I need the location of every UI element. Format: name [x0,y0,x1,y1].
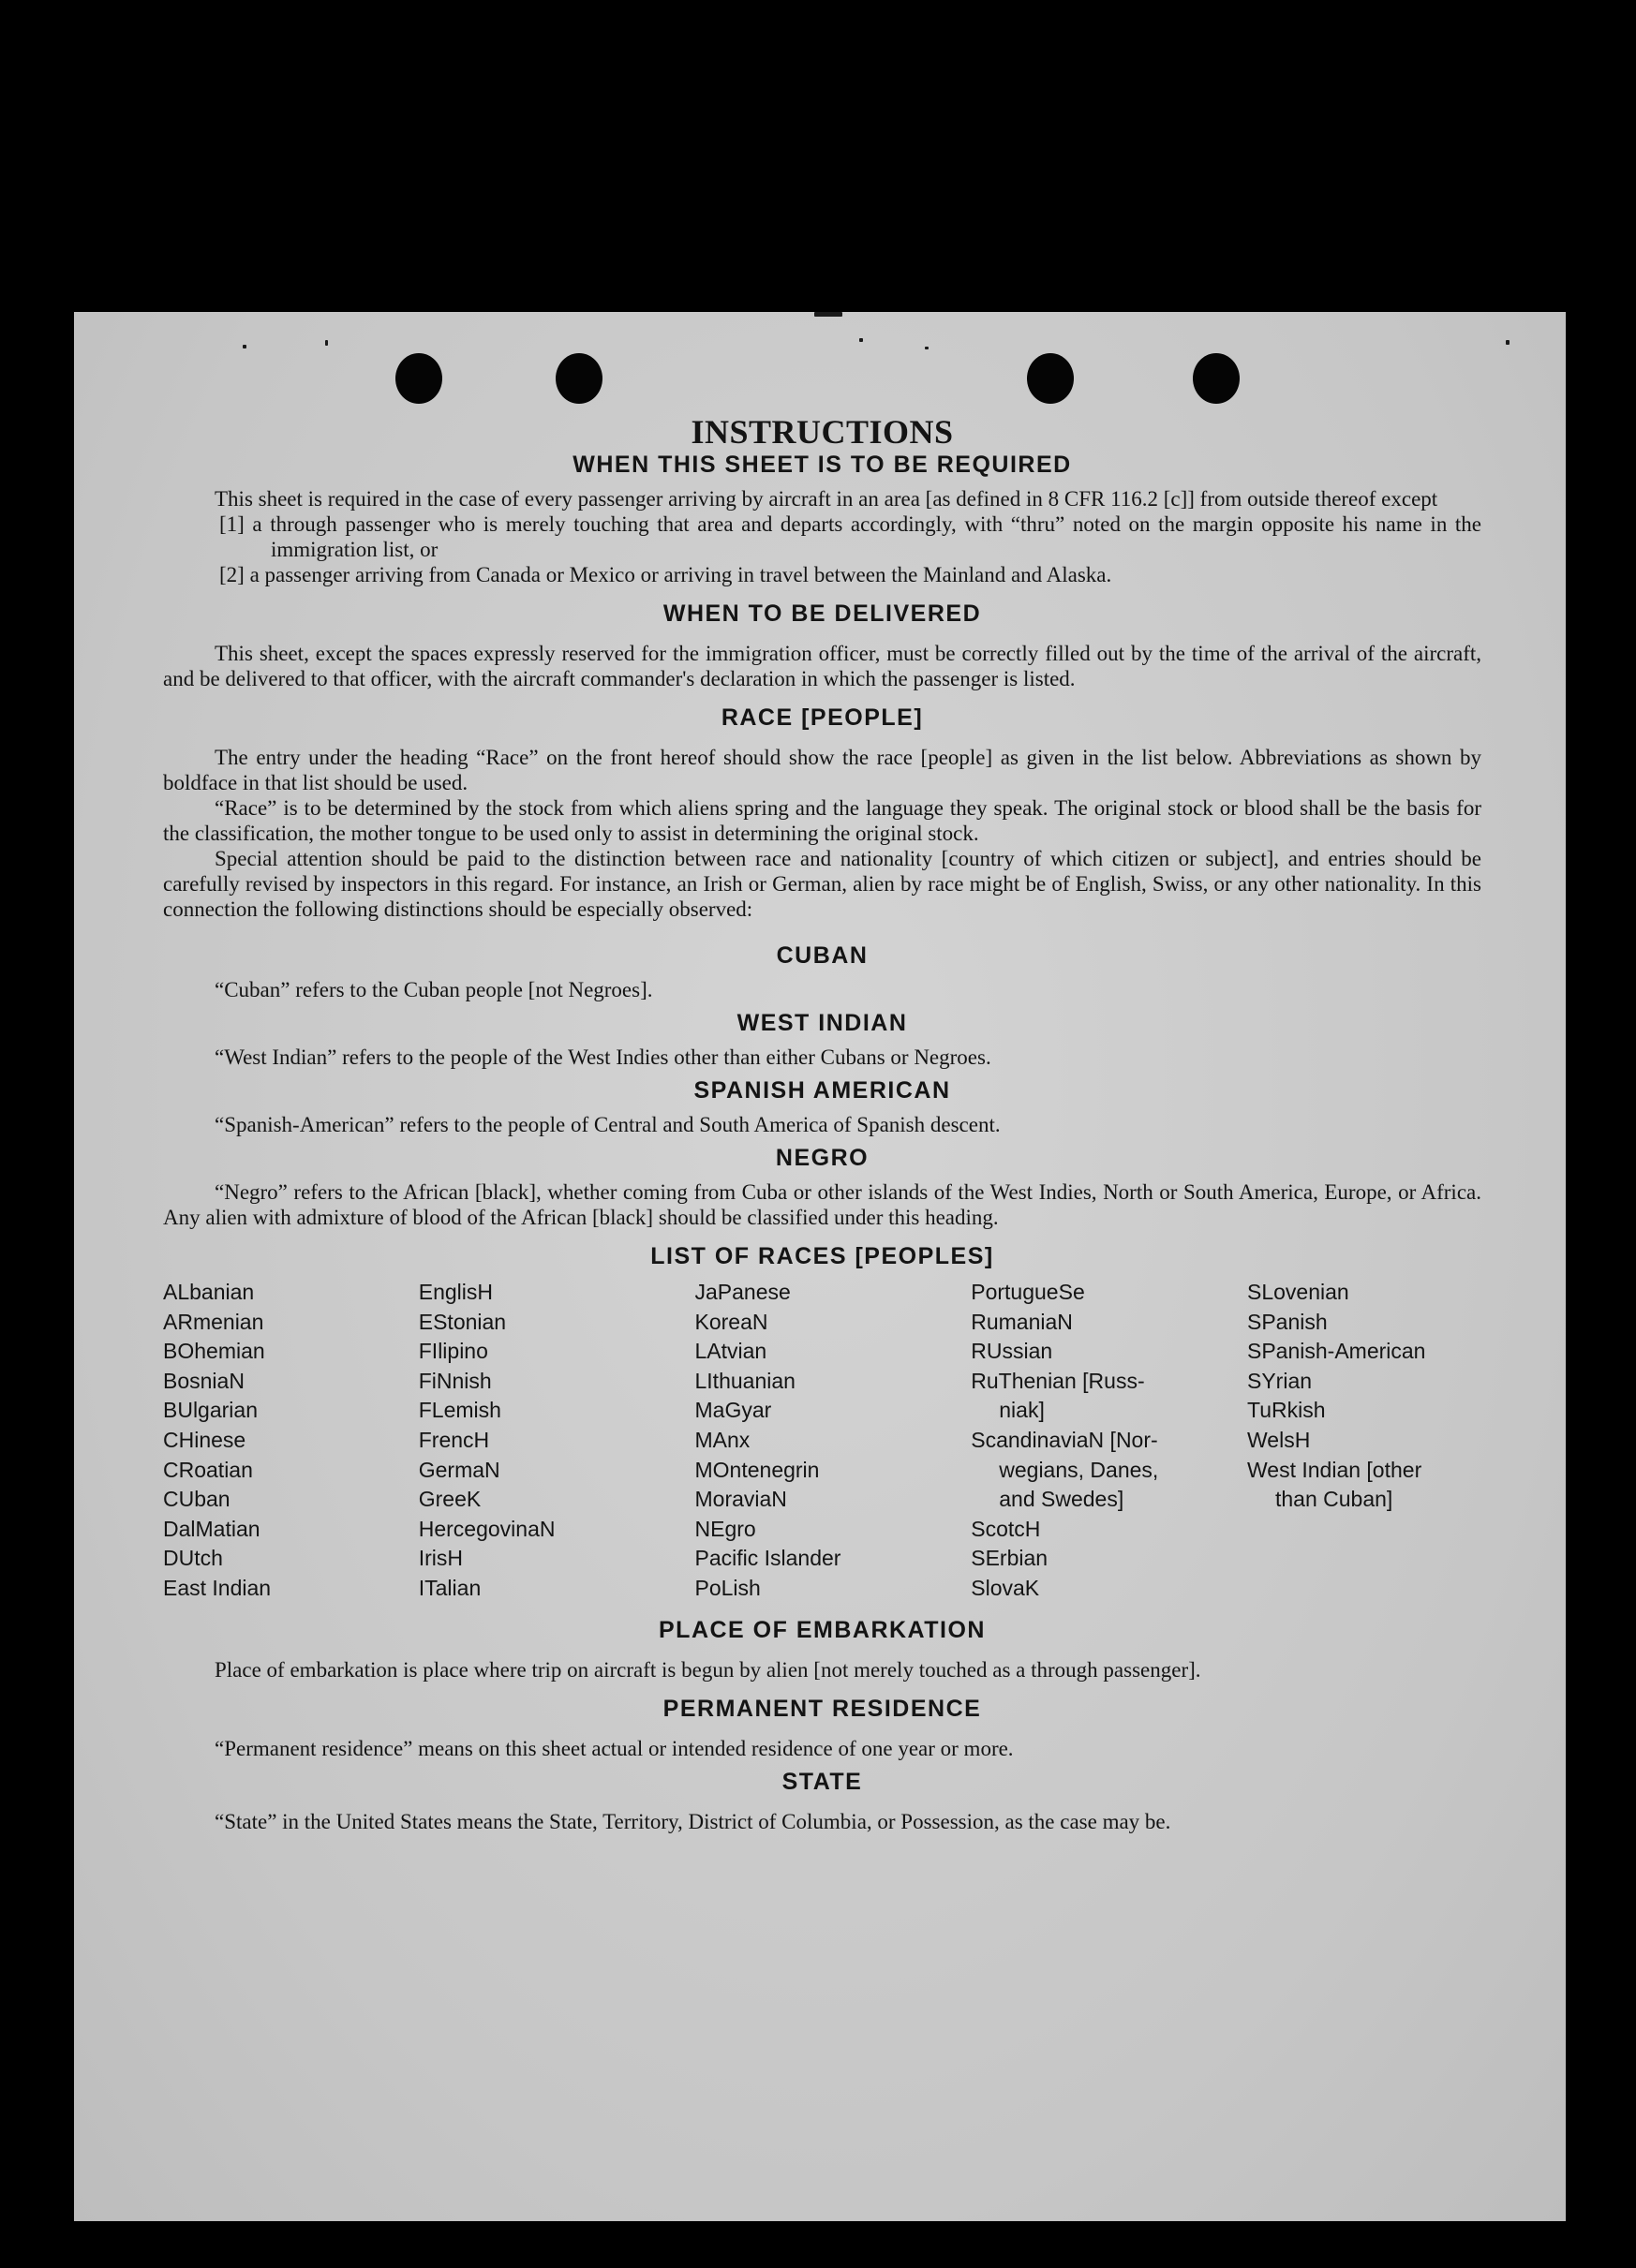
race-entry: FIlipino [418,1339,488,1364]
race-entry: FiNnish [418,1368,492,1393]
race-entry: ALbanian [163,1280,255,1304]
page-title: INSTRUCTIONS [691,413,954,451]
race-entry: FrencH [418,1427,490,1452]
race-entry: GermaN [418,1457,500,1482]
race-entry: IrisH [418,1546,464,1571]
race-entry: SPanish [1247,1309,1328,1334]
race-entry: SLovenian [1247,1280,1349,1304]
heading-spanish-american: SPANISH AMERICAN [693,1077,951,1104]
race-entry: ScotcH [971,1516,1041,1541]
race-entry: FLemish [418,1398,501,1423]
instruction-sheet [74,312,1566,2221]
race-entry: niak] [999,1398,1045,1423]
race-entry: SPanish-American [1247,1339,1426,1364]
required-intro: This sheet is required in the case of every passenger arriving by aircraft in an area [as defined in 8 CFR 116.2 [c]] from outside thereof except [215,487,1438,511]
race-entry: than Cuban] [1275,1487,1393,1512]
race-column [695,1278,959,1604]
race-entry: and Swedes] [999,1487,1124,1512]
heading-cuban: CUBAN [776,942,869,969]
race-entry: ScandinaviaN [Nor- [971,1427,1158,1452]
race-entry: ARmenian [163,1309,264,1334]
race-entry: wegians, Danes, [999,1457,1159,1482]
heading-permanent-residence: PERMANENT RESIDENCE [662,1695,982,1722]
scan-mark [325,340,328,346]
race-entry: RuThenian [Russ- [971,1368,1145,1393]
race-entry: DUtch [163,1546,223,1571]
race-entry: CHinese [163,1427,246,1452]
heading-state: STATE [781,1768,863,1795]
embarkation-text: Place of embarkation is place where trip on aircraft is begun by alien [not merely touched as a through passenger]. [215,1657,1201,1682]
race-entry: PortugueSe [971,1280,1085,1304]
race-entry: HercegovinaN [418,1516,556,1541]
state-text: “State” in the United States means the State, Territory, District of Columbia, or Possession, as the case may be. [215,1809,1171,1833]
heading-negro: NEGRO [775,1145,870,1171]
race-entry: CUban [163,1487,231,1512]
race-entry: West Indian [other [1247,1457,1422,1482]
race-paragraph-1: The entry under the heading “Race” on the front hereof should show the race [people] as given in the list below. Abbreviations as shown by boldface in that list should be used. [163,746,1481,794]
race-entry: SlovaK [971,1575,1040,1600]
spanish-american-text: “Spanish-American” refers to the people of Central and South America of Spanish descent. [215,1113,1001,1136]
heading-when-delivered: WHEN TO BE DELIVERED [662,600,982,627]
race-entry: SYrian [1247,1368,1313,1393]
heading-west-indian: WEST INDIAN [736,1010,908,1036]
race-entry: RumaniaN [971,1309,1073,1334]
race-entry: JaPanese [694,1280,791,1304]
scan-mark [925,347,929,349]
punch-hole [395,353,442,404]
race-entry: MAnx [694,1427,751,1452]
race-entry: WelsH [1247,1427,1311,1452]
west-indian-text: “West Indian” refers to the people of the West Indies other than either Cubans or Negroes. [215,1045,991,1069]
cuban-text: “Cuban” refers to the Cuban people [not Negroes]. [215,978,653,1001]
scan-mark [814,312,842,317]
residence-text: “Permanent residence” means on this sheet actual or intended residence of one year or more. [215,1736,1014,1760]
exception-2: [2] a passenger arriving from Canada or Mexico or arriving in travel between the Mainland and Alaska. [219,563,1112,586]
race-entry: TuRkish [1247,1398,1326,1423]
race-column [971,1278,1235,1604]
heading-when-required: WHEN THIS SHEET IS TO BE REQUIRED [573,452,1072,478]
race-entry: MaGyar [694,1398,772,1423]
race-entry: NEgro [694,1516,756,1541]
heading-list-of-races: LIST OF RACES [PEOPLES] [650,1243,994,1269]
instructions-content [163,412,1481,1834]
heading-race: RACE [PEOPLE] [721,704,924,731]
race-entry: GreeK [418,1487,482,1512]
race-entry: Pacific Islander [694,1546,841,1571]
race-entry: KoreaN [694,1309,768,1334]
race-entry: LAtvian [694,1339,767,1364]
punch-hole [1193,353,1240,404]
race-entry: DalMatian [163,1516,260,1541]
negro-text: “Negro” refers to the African [black], whether coming from Cuba or other islands of the West Indies, North or South America, Europe, or Africa. Any alien with admixture of blood of the African [black] should be classified under this heading. [163,1180,1481,1229]
punch-hole [1027,353,1074,404]
race-entry: BOhemian [163,1339,265,1364]
race-entry: LIthuanian [694,1368,796,1393]
race-entry: MOntenegrin [694,1457,820,1482]
race-entry: SErbian [971,1546,1049,1571]
delivered-text: This sheet, except the spaces expressly reserved for the immigration officer, must be correctly filled out by the time of the arrival of the aircraft, and be delivered to that officer, with the aircraft commander's declaration in which the passenger is listed. [163,642,1481,690]
scan-mark [859,338,863,342]
race-entry: MoraviaN [694,1487,787,1512]
race-entry: CRoatian [163,1457,253,1482]
race-column [419,1278,683,1604]
scan-mark [243,345,246,348]
race-column [163,1278,407,1604]
punch-hole [556,353,602,404]
race-entry: EStonian [418,1309,507,1334]
race-paragraph-2: “Race” is to be determined by the stock from which aliens spring and the language they speak. The original stock or blood shall be the basis for the classification, the mother tongue to be used only to assist in determining the original stock. [163,796,1481,845]
race-list [163,1278,1481,1604]
race-paragraph-3: Special attention should be paid to the distinction between race and nationality [country of which citizen or subject], and entries should be carefully revised by inspectors in this regard. For instance, an Irish or German, alien by race might be of English, Swiss, or any other nationality. In this connection the following distinctions should be especially observed: [163,847,1481,921]
race-column [1247,1278,1481,1604]
race-entry: East Indian [163,1575,272,1600]
exception-1: [1] a through passenger who is merely touching that area and departs accordingly, with “thru” noted on the margin opposite his name in the immigration list, or [219,512,1481,561]
race-entry: ITalian [418,1575,482,1600]
race-entry: BosniaN [163,1368,245,1393]
race-entry: RUssian [971,1339,1053,1364]
scan-mark [1506,340,1510,345]
race-entry: PoLish [694,1575,761,1600]
heading-embarkation: PLACE OF EMBARKATION [659,1616,986,1643]
race-entry: EnglisH [418,1280,494,1304]
race-entry: BUlgarian [163,1398,258,1423]
